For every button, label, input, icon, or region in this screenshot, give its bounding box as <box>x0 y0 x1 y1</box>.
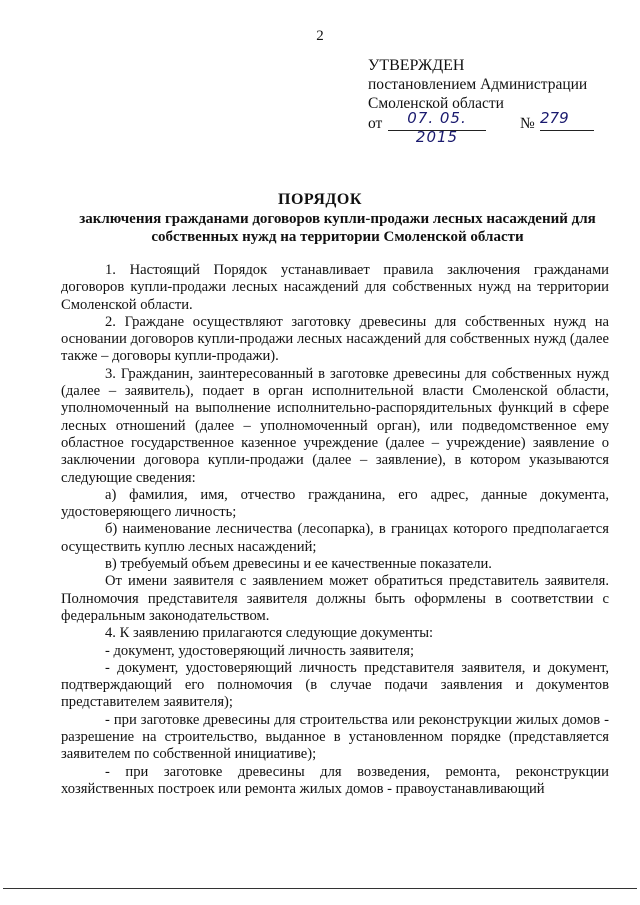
approval-line-1: постановлением Администрации <box>368 76 588 93</box>
paragraph: - документ, удостоверяющий личность представителя заявителя, и документ, подтверждающий его полномочия (в случае подачи заявления и документов представителем заявителя); <box>61 659 609 711</box>
approval-date-number-line <box>368 109 587 146</box>
paragraph: 3. Гражданин, заинтересованный в заготовке древесины для собственных нужд (далее – заявитель), подает в орган исполнительной власти Смоленской области, уполномоченный на выполнение исполнительно-распорядительных функций в сфере лесных отношений (далее – уполномоченный орган), или подведомственное ему областное государственное казенное учреждение (далее – учреждение) заявление о заключении договора купли-продажи (далее – заявление), в котором указываются следующие сведения: <box>61 365 609 486</box>
paragraph: От имени заявителя с заявлением может обратиться представитель заявителя. Полномочия представителя заявителя должны быть оформлены в соответствии с федеральным законодательством. <box>61 573 609 624</box>
approval-line-2: Смоленской области <box>368 95 504 112</box>
document-subtitle: заключения гражданами договоров купли-продажи лесных насаждений для собственных нужд на территории Смоленской области <box>79 211 596 245</box>
paragraph: в) требуемый объем древесины и ее качественные показатели. <box>105 556 492 573</box>
scan-edge-rule <box>3 888 637 889</box>
paragraph: 1. Настоящий Порядок устанавливает правила заключения гражданами договоров купли-продажи лесных насаждений для собственных нужд на территории Смоленской области. <box>61 262 609 313</box>
paragraph: 4. К заявлению прилагаются следующие документы: <box>105 625 434 642</box>
paragraph: - при заготовке древесины для строительства или реконструкции жилых домов - разрешение на строительство, выданное в установленном порядке (представляется заявителем по собственной инициативе); <box>61 711 609 763</box>
paragraph: б) наименование лесничества (лесопарка), в границах которого предполагается осуществить куплю лесных насаждений; <box>61 521 609 555</box>
handwritten-number: 279 <box>540 109 594 131</box>
paragraph: 2. Граждане осуществляют заготовку древесины для собственных нужд на основании договоров купли-продажи лесных насаждений для собственных нужд (далее также – договоры купли-продажи). <box>61 313 609 365</box>
approval-stamp <box>368 56 588 146</box>
approval-heading: УТВЕРЖДЕН <box>368 57 465 74</box>
handwritten-date: 07. 05. 2015 <box>388 109 486 131</box>
date-prefix: от <box>368 115 383 132</box>
document-body <box>61 262 609 798</box>
paragraph: - при заготовке древесины для возведения, ремонта, реконструкции хозяйственных построек или ремонта жилых домов - правоустанавливающий <box>61 763 609 797</box>
number-prefix: № <box>520 115 535 132</box>
paragraph: - документ, удостоверяющий личность заявителя; <box>105 642 415 659</box>
document-title: ПОРЯДОК <box>278 191 362 208</box>
page-number: 2 <box>316 28 324 44</box>
paragraph: а) фамилия, имя, отчество гражданина, его адрес, данные документа, удостоверяющего личность; <box>61 486 609 521</box>
